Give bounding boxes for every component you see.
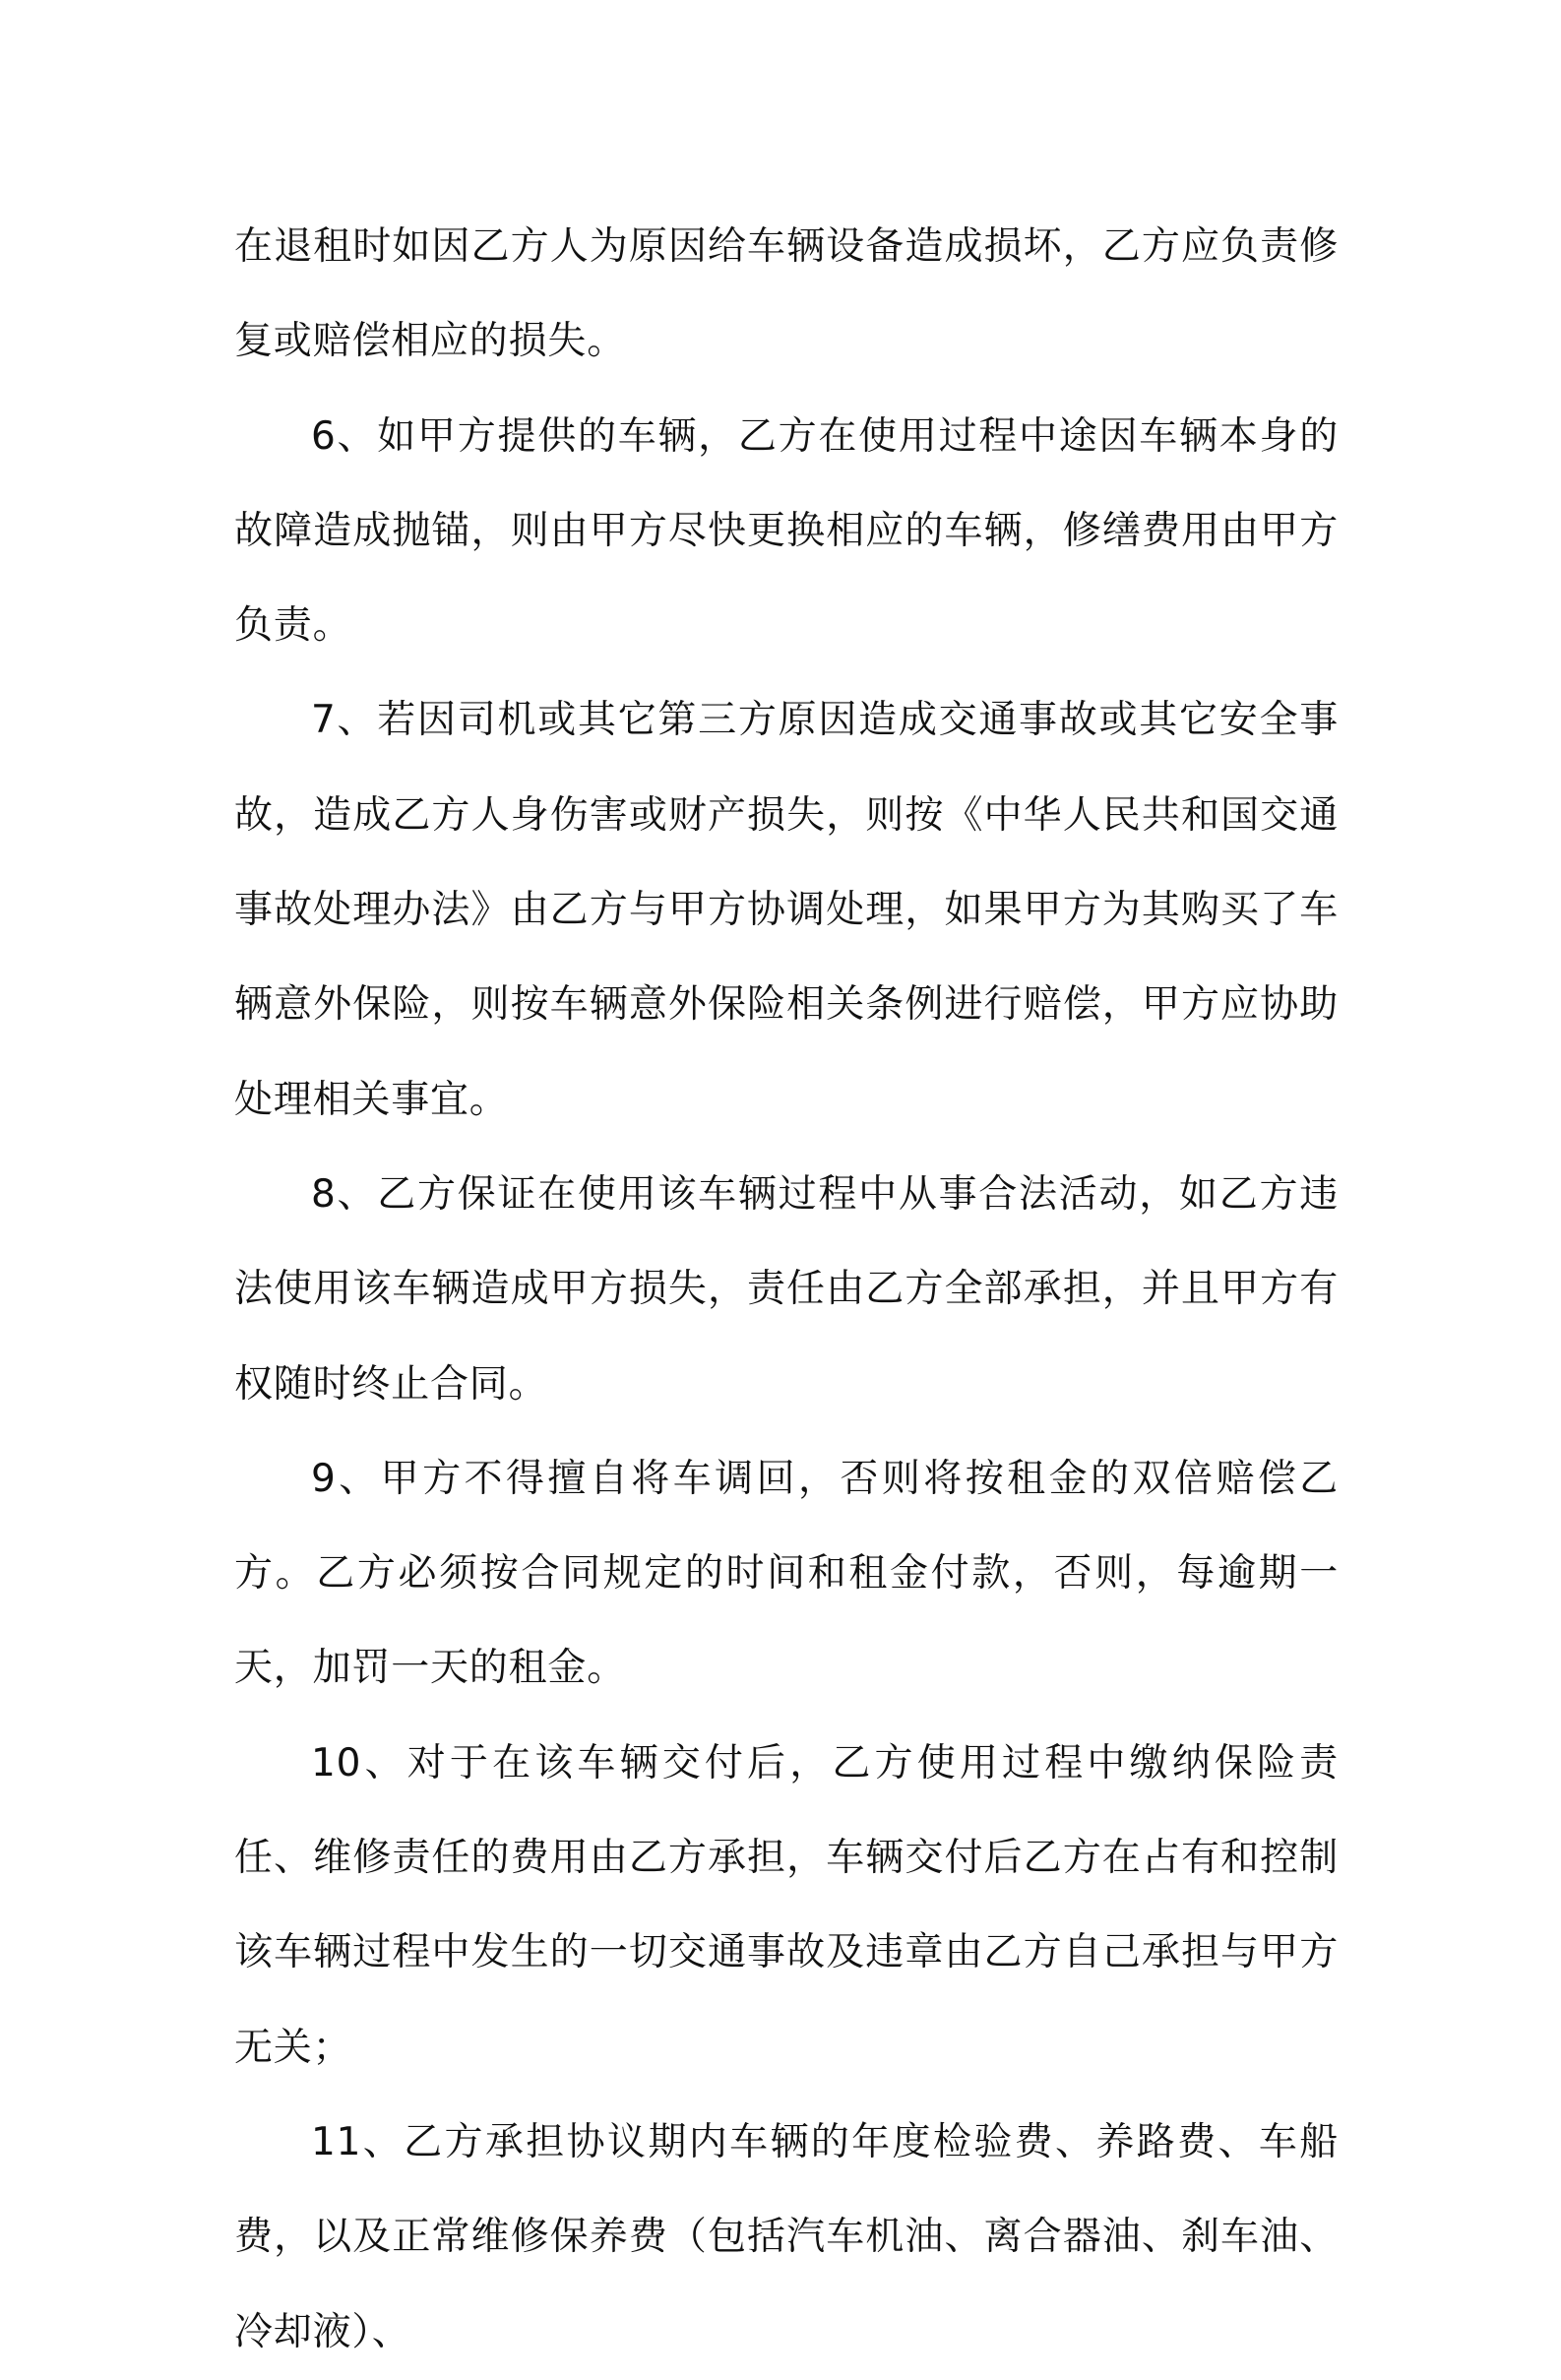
paragraph-clause-9: 9、甲方不得擅自将车调回，否则将按租金的双倍赔偿乙方。乙方必须按合同规定的时间和租金付款，否则，每逾期一天，加罚一天的租金。 (234, 1456, 1339, 1691)
paragraph-clause-11: 11、乙方承担协议期内车辆的年度检验费、养路费、车船费，以及正常维修保养费（包括汽车机油、离合器油、刹车油、冷却液）、 (234, 2119, 1339, 2354)
paragraph-clause-7: 7、若因司机或其它第三方原因造成交通事故或其它安全事故，造成乙方人身伤害或财产损失，则按《中华人民共和国交通事故处理办法》由乙方与甲方协调处理，如果甲方为其购买了车辆意外保险，则按车辆意外保险相关条例进行赔偿，甲方应协助处理相关事宜。 (234, 698, 1339, 1122)
document-body (234, 200, 1339, 2380)
paragraph-clause-6: 6、如甲方提供的车辆，乙方在使用过程中途因车辆本身的故障造成抛锚，则由甲方尽快更换相应的车辆，修缮费用由甲方负责。 (234, 413, 1339, 649)
paragraph-clause-10: 10、对于在该车辆交付后，乙方使用过程中缴纳保险责任、维修责任的费用由乙方承担，车辆交付后乙方在占有和控制该车辆过程中发生的一切交通事故及违章由乙方自己承担与甲方无关； (234, 1740, 1339, 2070)
paragraph-clause-8: 8、乙方保证在使用该车辆过程中从事合法活动，如乙方违法使用该车辆造成甲方损失，责任由乙方全部承担，并且甲方有权随时终止合同。 (234, 1171, 1339, 1407)
paragraph-continuation: 在退租时如因乙方人为原因给车辆设备造成损坏，乙方应负责修复或赔偿相应的损失。 (234, 224, 1339, 364)
